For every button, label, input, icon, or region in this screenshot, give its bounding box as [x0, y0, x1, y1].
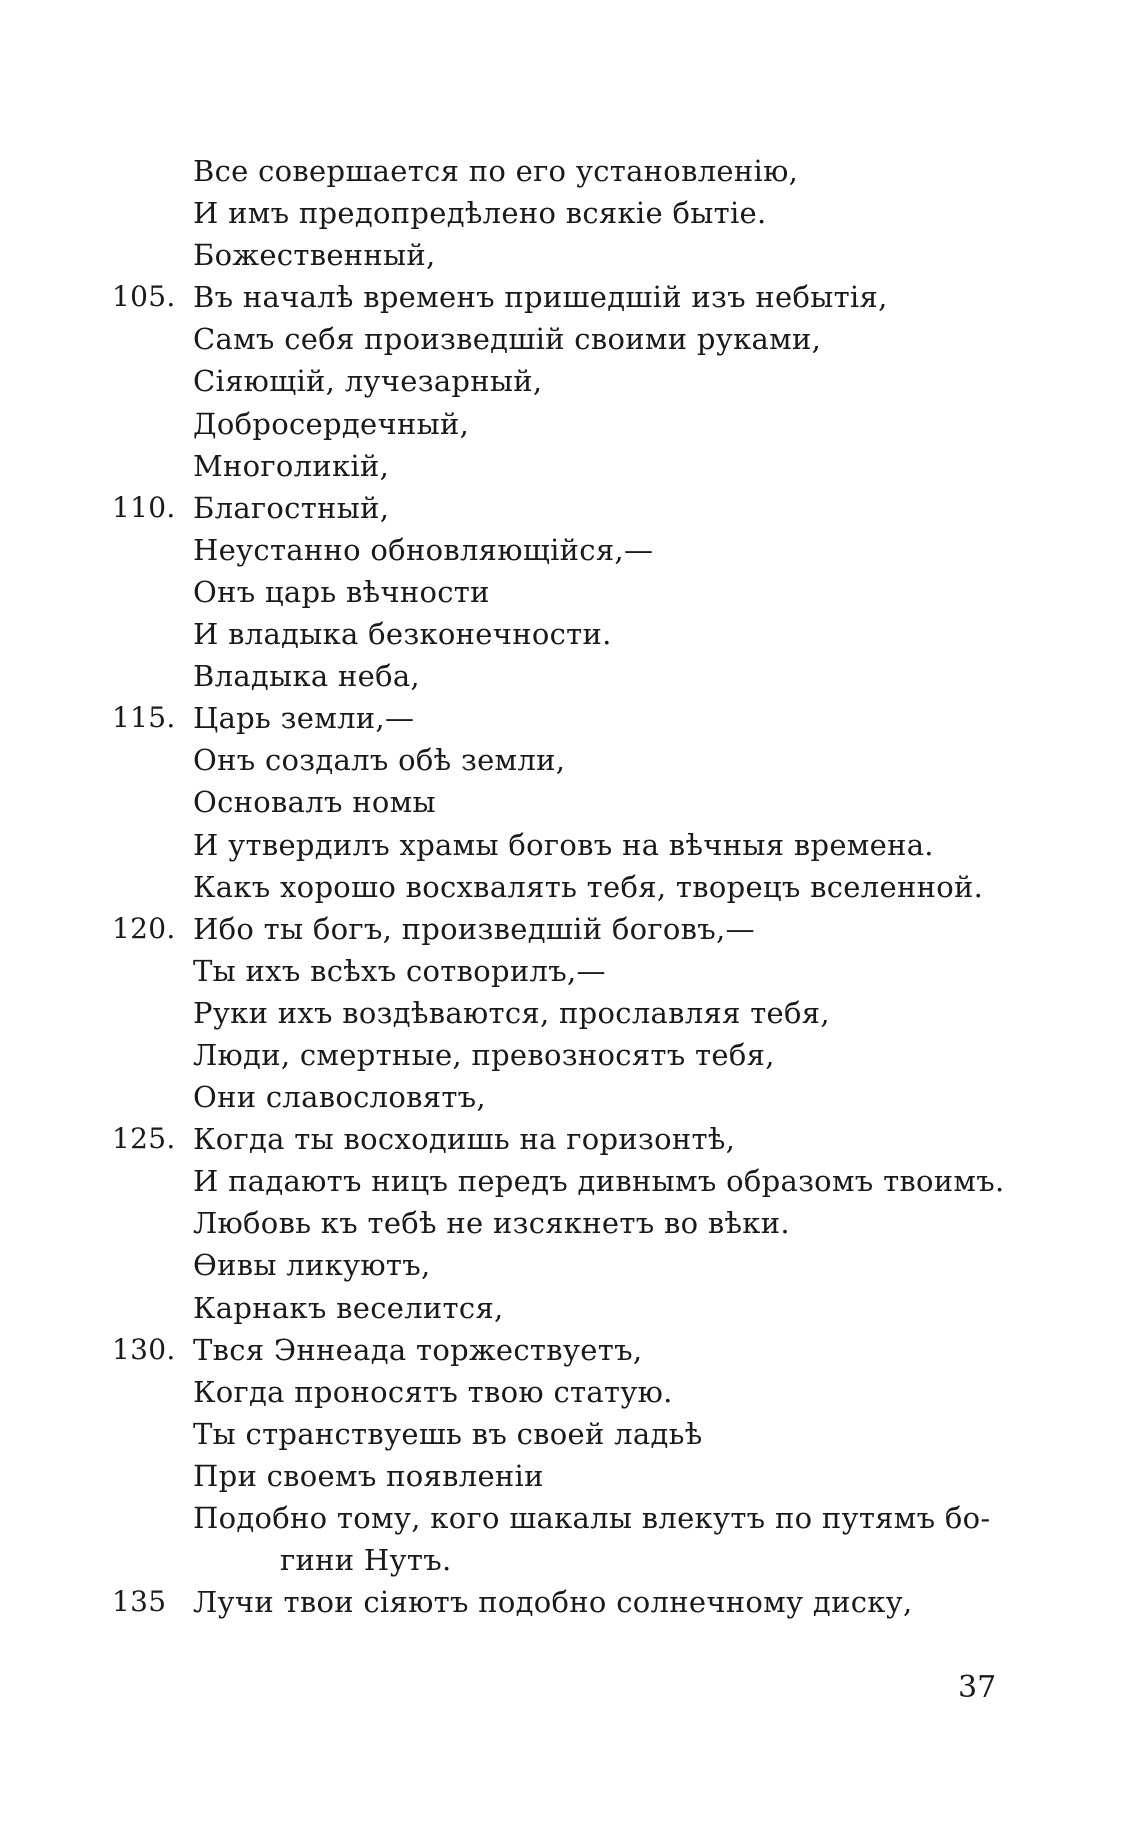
poem-line: [0, 1076, 1140, 1118]
poem-line: [0, 824, 1140, 866]
line-text: Подобно тому, кого шакалы влекутъ по путямъ бо-: [193, 1501, 991, 1535]
poem-line: [0, 739, 1140, 781]
poem-line: [0, 1371, 1140, 1413]
poem-line: [0, 1160, 1140, 1202]
line-text: Ѳивы ликуютъ,: [193, 1248, 431, 1283]
line-text: Въ началѣ временъ пришедшій изъ небытія,: [193, 280, 888, 315]
line-text: Царь земли,—: [193, 701, 415, 736]
line-text: Люди, смертные, превозносятъ тебя,: [193, 1037, 775, 1072]
line-text: Основалъ номы: [193, 785, 436, 820]
line-number: 105.: [112, 280, 176, 314]
line-text: Какъ хорошо восхвалять тебя, творецъ вселенной.: [193, 869, 984, 904]
line-text: Онъ царь вѣчности: [193, 574, 490, 609]
line-text: Ибо ты богъ, произведшій боговъ,—: [193, 911, 755, 946]
line-number: 125.: [112, 1122, 176, 1156]
poem-line: [0, 950, 1140, 992]
poem-line: [0, 1455, 1140, 1497]
line-text: Онъ создалъ обѣ земли,: [193, 743, 566, 778]
poem-line: [0, 1202, 1140, 1244]
poem-line: [0, 529, 1140, 571]
line-text: Добросердечный,: [193, 406, 470, 441]
poem-line: [0, 866, 1140, 908]
line-text: И владыка безконечности.: [193, 617, 612, 652]
line-text: Все совершается по его установленію,: [193, 154, 799, 188]
poem-line: [0, 1118, 1140, 1160]
poem-line: [0, 1497, 1140, 1539]
line-number: 110.: [112, 490, 176, 524]
line-text: При своемъ появленіи: [193, 1458, 544, 1493]
poem-line: [0, 992, 1140, 1034]
poem-line: [0, 1413, 1140, 1455]
poem-line: [0, 318, 1140, 360]
line-text: Владыка неба,: [193, 659, 420, 694]
poem-line: [0, 192, 1140, 234]
poem-line: [0, 613, 1140, 655]
poem-line: [0, 234, 1140, 276]
line-text: Неустанно обновляющійся,—: [193, 532, 654, 567]
poem-line: [0, 571, 1140, 613]
line-text: Ты ихъ всѣхъ сотворилъ,—: [193, 953, 606, 988]
poem-line: [0, 655, 1140, 697]
line-number: 130.: [112, 1332, 176, 1366]
poem-line: [0, 1539, 1140, 1581]
line-number: 135: [112, 1585, 167, 1619]
line-text: Ты странствуешь въ своей ладьѣ: [193, 1416, 703, 1451]
poem-line: [0, 1034, 1140, 1076]
poem-line: [0, 360, 1140, 402]
line-text: Многоликій,: [193, 448, 390, 483]
line-text: Твся Эннеада торжествуетъ,: [193, 1332, 643, 1367]
line-number: 115.: [112, 701, 176, 735]
line-text: И имъ предопредѣлено всякіе бытіе.: [193, 196, 767, 231]
poem-line: [0, 1287, 1140, 1329]
poem-line: [0, 1581, 1140, 1623]
poem-line: [0, 1329, 1140, 1371]
line-text: Карнакъ веселится,: [193, 1290, 504, 1325]
line-text: И утвердилъ храмы боговъ на вѣчныя времена.: [193, 827, 934, 862]
poem-line: [0, 1244, 1140, 1286]
line-text: гини Нутъ.: [280, 1543, 452, 1578]
poem-text: [0, 150, 1140, 1623]
line-text: И падаютъ ницъ передъ дивнымъ образомъ твоимъ.: [193, 1164, 1005, 1199]
poem-line: [0, 697, 1140, 739]
line-text: Руки ихъ воздѣваются, прославляя тебя,: [193, 995, 830, 1030]
line-text: Благостный,: [193, 490, 390, 525]
poem-line: [0, 276, 1140, 318]
poem-line: [0, 403, 1140, 445]
line-text: Когда ты восходишь на горизонтѣ,: [193, 1122, 736, 1157]
line-text: Они славословятъ,: [193, 1080, 486, 1115]
line-number: 120.: [112, 911, 176, 945]
line-text: Божественный,: [193, 238, 436, 273]
line-text: Когда проносятъ твою статую.: [193, 1374, 673, 1409]
poem-line: [0, 908, 1140, 950]
line-text: Любовь къ тебѣ не изсякнетъ во вѣки.: [193, 1206, 790, 1241]
line-text: Лучи твои сіяютъ подобно солнечному диску,: [193, 1585, 913, 1620]
page-number: 37: [958, 1670, 997, 1705]
poem-line: [0, 487, 1140, 529]
line-text: Сіяющій, лучезарный,: [193, 364, 543, 399]
poem-line: [0, 781, 1140, 823]
line-text: Самъ себя произведшій своими руками,: [193, 322, 822, 357]
poem-line: [0, 445, 1140, 487]
poem-line: [0, 150, 1140, 192]
